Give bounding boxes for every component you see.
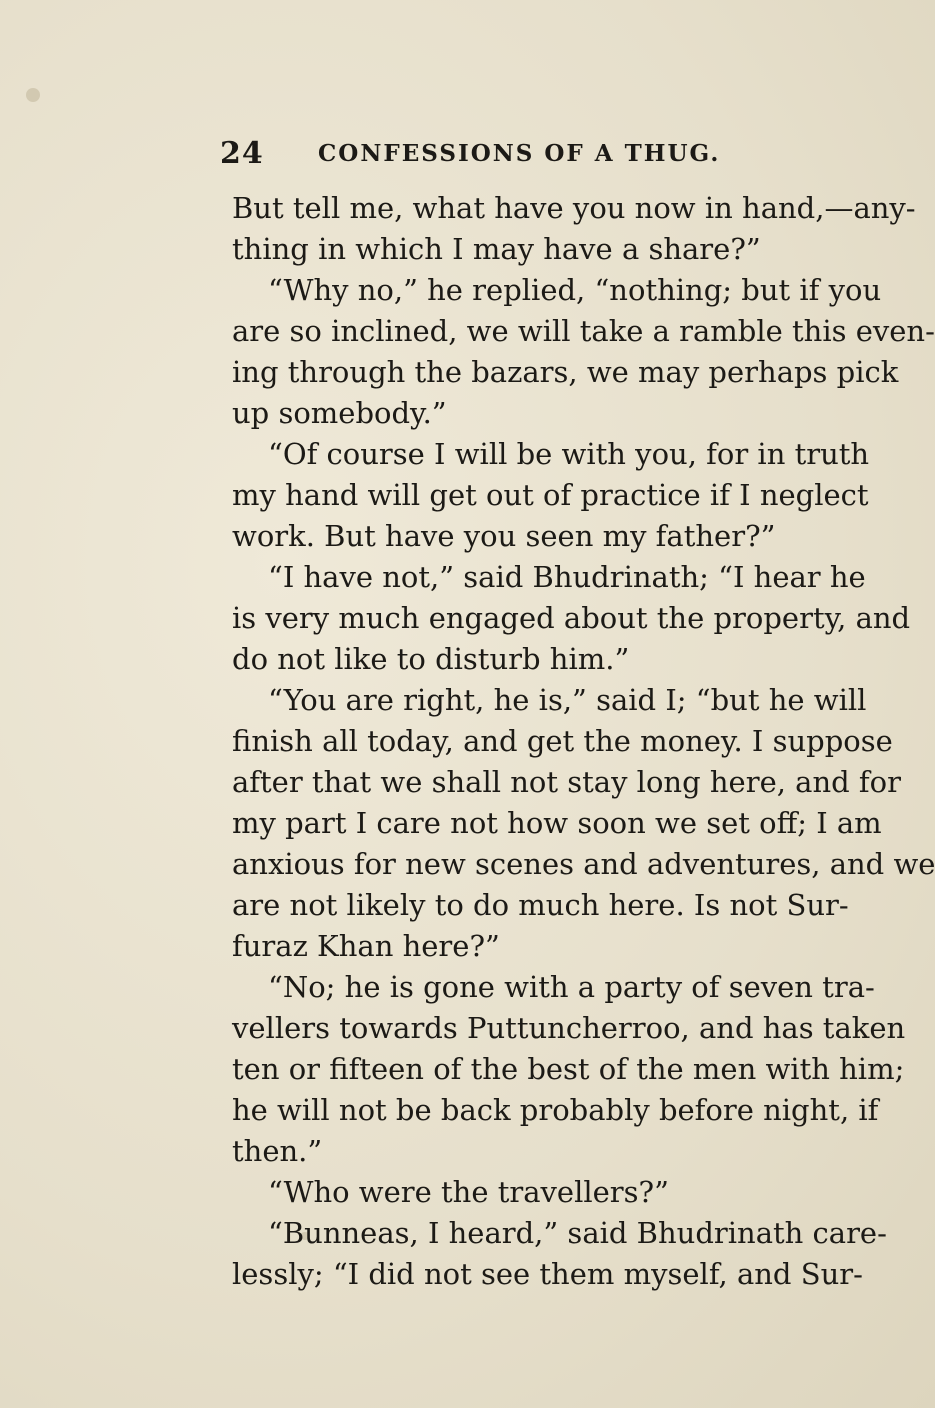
- body-text: [232, 188, 935, 1295]
- text-line: my part I care not how soon we set off; I am: [232, 806, 882, 840]
- text-line: anxious for new scenes and adventures, and we: [232, 847, 935, 881]
- page-number: 24: [220, 136, 264, 171]
- text-line: “Bunneas, I heard,” said Bhudrinath care-: [268, 1216, 887, 1250]
- text-line: finish all today, and get the money. I suppose: [232, 724, 893, 758]
- text-line: after that we shall not stay long here, and for: [232, 765, 901, 799]
- text-line: vellers towards Puttuncherroo, and has taken: [232, 1011, 906, 1045]
- text-line: are so inclined, we will take a ramble this even-: [232, 314, 935, 348]
- running-head: CONFESSIONS OF A THUG.: [318, 140, 721, 167]
- text-line: is very much engaged about the property, and: [232, 601, 911, 635]
- text-line: he will not be back probably before night, if: [232, 1093, 879, 1127]
- text-line: “No; he is gone with a party of seven tra-: [268, 970, 875, 1004]
- text-line: are not likely to do much here. Is not Sur-: [232, 888, 849, 922]
- foxing-spot: [26, 88, 40, 102]
- text-line: ing through the bazars, we may perhaps pick: [232, 355, 899, 389]
- text-line: But tell me, what have you now in hand,—any-: [232, 191, 916, 225]
- text-line: furaz Khan here?”: [232, 929, 500, 963]
- text-line: then.”: [232, 1134, 323, 1168]
- text-line: work. But have you seen my father?”: [232, 519, 776, 553]
- text-line: do not like to disturb him.”: [232, 642, 630, 676]
- text-line: up somebody.”: [232, 396, 447, 430]
- text-line: “I have not,” said Bhudrinath; “I hear he: [268, 560, 866, 594]
- text-line: “Who were the travellers?”: [268, 1175, 669, 1209]
- text-line: “You are right, he is,” said I; “but he will: [268, 683, 867, 717]
- page-header: [220, 136, 740, 176]
- text-line: “Why no,” he replied, “nothing; but if you: [268, 273, 882, 307]
- text-line: ten or fifteen of the best of the men with him;: [232, 1052, 905, 1086]
- text-line: “Of course I will be with you, for in truth: [268, 437, 870, 471]
- text-line: my hand will get out of practice if I neglect: [232, 478, 869, 512]
- text-line: thing in which I may have a share?”: [232, 232, 761, 266]
- text-line: lessly; “I did not see them myself, and Sur-: [232, 1257, 863, 1291]
